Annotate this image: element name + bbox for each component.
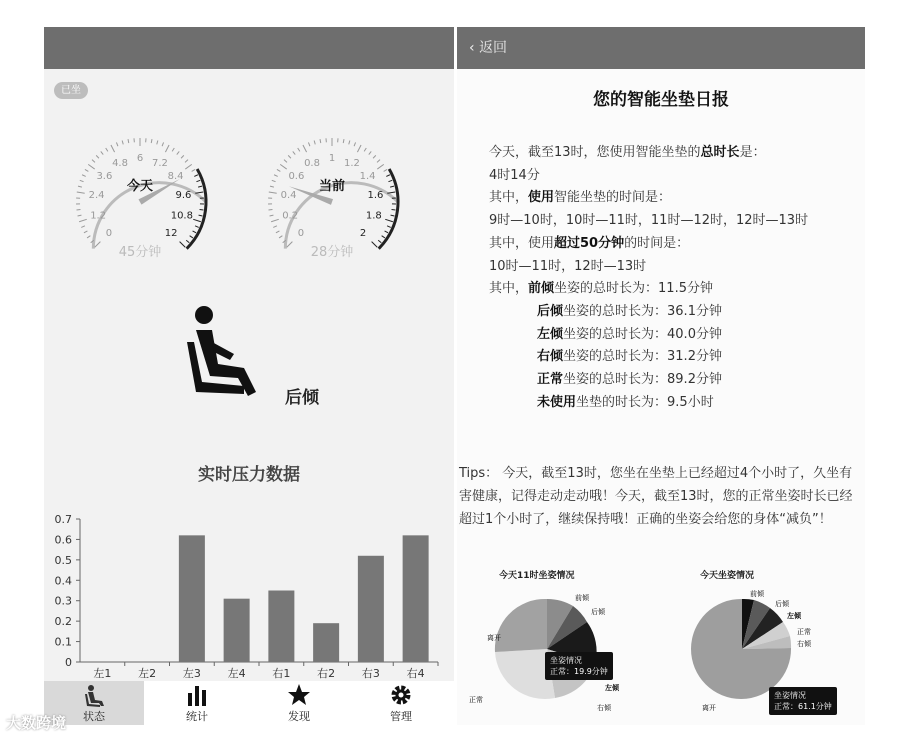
star-icon <box>287 683 311 707</box>
x-tick-label: 右4 <box>406 667 425 680</box>
tips-text: Tips： 今天，截至13时，您坐在坐垫上已经超过4个小时了，久坐有害健康，记得走动走动哦！今天，截至13时，您的正常坐姿时长已经超过1个小时了，继续保持哦！正确的坐姿会给您的身体“减负”！ <box>459 466 853 527</box>
pie1-tooltip-title: 坐姿情况 <box>550 656 582 665</box>
pressure-bar <box>358 556 384 662</box>
gauge-tick-label: 10.8 <box>170 210 193 222</box>
y-tick-label: 0.6 <box>54 533 72 547</box>
nav-discover[interactable] <box>249 681 349 725</box>
gauge-tick-label: 0.4 <box>280 190 297 202</box>
gauge-label: 今天 <box>126 179 154 194</box>
report-line: 左倾坐姿的总时长为：40.0分钟 <box>537 326 722 342</box>
left-app-bar <box>44 27 454 69</box>
pressure-bar <box>224 599 250 662</box>
pressure-bar-chart <box>44 507 454 683</box>
pie1-tooltip <box>545 652 613 680</box>
report-line: 10时—11时，12时—13时 <box>489 258 647 274</box>
pie2-label: 前倾 <box>750 590 764 598</box>
y-tick-label: 0.2 <box>54 615 72 629</box>
y-tick-label: 0.4 <box>54 574 72 588</box>
report-line: 右倾坐姿的总时长为：31.2分钟 <box>537 349 722 365</box>
x-tick-label: 左3 <box>182 667 201 680</box>
pie2-tooltip-value: 正常：61.1分钟 <box>774 702 832 711</box>
watermark: 大数跨境 <box>6 714 67 732</box>
pressure-bar <box>179 535 205 662</box>
y-tick-label: 0.1 <box>54 635 72 649</box>
pie1-label: 右倾 <box>597 704 611 712</box>
report-line: 其中，使用超过50分钟的时间是： <box>489 235 690 251</box>
gauge-tick-label: 1.6 <box>367 190 384 202</box>
back-label: 返回 <box>479 40 508 56</box>
gauge-tick-label: 1.4 <box>359 171 376 183</box>
nav-statistics[interactable] <box>147 681 247 725</box>
gauge-tick-label: 0 <box>105 228 113 240</box>
gauges <box>44 122 454 262</box>
bar-chart-icon <box>185 683 209 707</box>
gauge-tick-label: 6 <box>136 153 144 164</box>
x-tick-label: 左4 <box>227 667 246 680</box>
report-line: 9时—10时，10时—11时，11时—12时，12时—13时 <box>489 213 809 229</box>
y-tick-label: 0.3 <box>54 594 72 608</box>
back-button[interactable] <box>469 37 507 57</box>
nav-discover-label: 发现 <box>288 710 310 723</box>
gauge-tick-label: 9.6 <box>175 190 192 202</box>
seat-icon <box>82 684 106 708</box>
pie2-title: 今天坐姿情况 <box>700 571 755 581</box>
x-tick-label: 右2 <box>317 667 336 680</box>
gauge-tick-label: 1.2 <box>344 157 360 169</box>
report-title: 您的智能坐垫日报 <box>593 90 729 110</box>
x-tick-label: 左2 <box>138 667 157 680</box>
gauge-tick-label: 0.8 <box>304 157 320 169</box>
x-tick-label: 右1 <box>272 667 291 680</box>
pressure-bar <box>313 623 339 662</box>
pie1-chart <box>457 582 657 717</box>
gauge-tick-label: 3.6 <box>96 171 113 183</box>
gauge-label: 当前 <box>318 179 346 194</box>
x-tick-label: 左1 <box>93 667 112 680</box>
nav-manage-label: 管理 <box>390 710 412 723</box>
report-line: 正常坐姿的总时长为：89.2分钟 <box>537 372 722 388</box>
pie2-tooltip <box>769 687 837 715</box>
posture-label: 后倾 <box>285 388 319 408</box>
recline-posture-icon <box>182 302 277 402</box>
pie2-tooltip-title: 坐姿情况 <box>774 691 806 700</box>
pie2-label: 左倾 <box>787 612 801 620</box>
sitting-status-badge: 已坐 <box>54 82 88 99</box>
today-gauge <box>76 138 206 260</box>
report-line: 其中，使用智能坐垫的时间是： <box>489 190 672 206</box>
pie1-label: 正常 <box>469 696 483 704</box>
pie1-title: 今天11时坐姿情况 <box>499 571 575 581</box>
right-screen <box>457 27 865 725</box>
gauge-tick-label: 1 <box>328 153 336 164</box>
report-line: 后倾坐姿的总时长为：36.1分钟 <box>537 303 722 319</box>
pie2-label: 离开 <box>702 704 716 712</box>
gauge-tick-label: 12 <box>164 228 178 240</box>
nav-status-label: 状态 <box>83 710 105 723</box>
pie1-label: 后倾 <box>591 608 605 616</box>
pie2-label: 右倾 <box>797 640 811 648</box>
pie1-tooltip-value: 正常：19.9分钟 <box>550 667 608 676</box>
report-line: 未使用坐垫的时长为：9.5小时 <box>537 394 714 410</box>
pie2-label: 正常 <box>797 628 811 636</box>
nav-statistics-label: 统计 <box>186 710 208 723</box>
x-tick-label: 右3 <box>361 667 380 680</box>
gauge-value: 28分钟 <box>310 245 354 260</box>
pie1-label: 前倾 <box>575 594 589 602</box>
gauge-value: 45分钟 <box>118 245 162 260</box>
pie1-label: 左倾 <box>605 684 619 692</box>
gauge-tick-label: 0.2 <box>282 210 299 222</box>
gauge-tick-label: 1.2 <box>90 210 107 222</box>
gauge-tick-label: 7.2 <box>152 157 168 169</box>
gauge-tick-label: 1.8 <box>365 210 382 222</box>
report-line: 今天，截至13时，您使用智能坐垫的总时长是： <box>489 145 766 160</box>
gauge-tick-label: 2.4 <box>88 190 105 202</box>
gauge-tick-label: 8.4 <box>167 171 184 183</box>
pressure-title: 实时压力数据 <box>198 465 300 485</box>
pie1-label: 离开 <box>487 634 501 642</box>
current-gauge <box>268 138 398 260</box>
y-tick-label: 0.5 <box>54 553 72 567</box>
nav-manage[interactable] <box>351 681 451 725</box>
report-line: 其中，前倾坐姿的总时长为：11.5分钟 <box>489 281 713 297</box>
gauge-tick-label: 4.8 <box>112 157 128 169</box>
y-tick-label: 0 <box>65 656 72 669</box>
gauge-tick-label: 0 <box>297 228 305 240</box>
left-screen <box>44 27 454 725</box>
y-tick-label: 0.7 <box>54 513 72 526</box>
gauge-tick-label: 2 <box>359 228 367 240</box>
pressure-bar <box>268 591 294 663</box>
chevron-left-icon: ‹ <box>469 40 475 56</box>
bottom-nav <box>44 681 454 725</box>
right-app-bar <box>457 27 865 69</box>
report-body <box>489 142 808 414</box>
gear-icon <box>389 683 413 707</box>
gauge-tick-label: 0.6 <box>288 171 305 183</box>
report-line: 4时14分 <box>489 167 540 183</box>
pie2-label: 后倾 <box>775 600 789 608</box>
pressure-bar <box>403 535 429 662</box>
